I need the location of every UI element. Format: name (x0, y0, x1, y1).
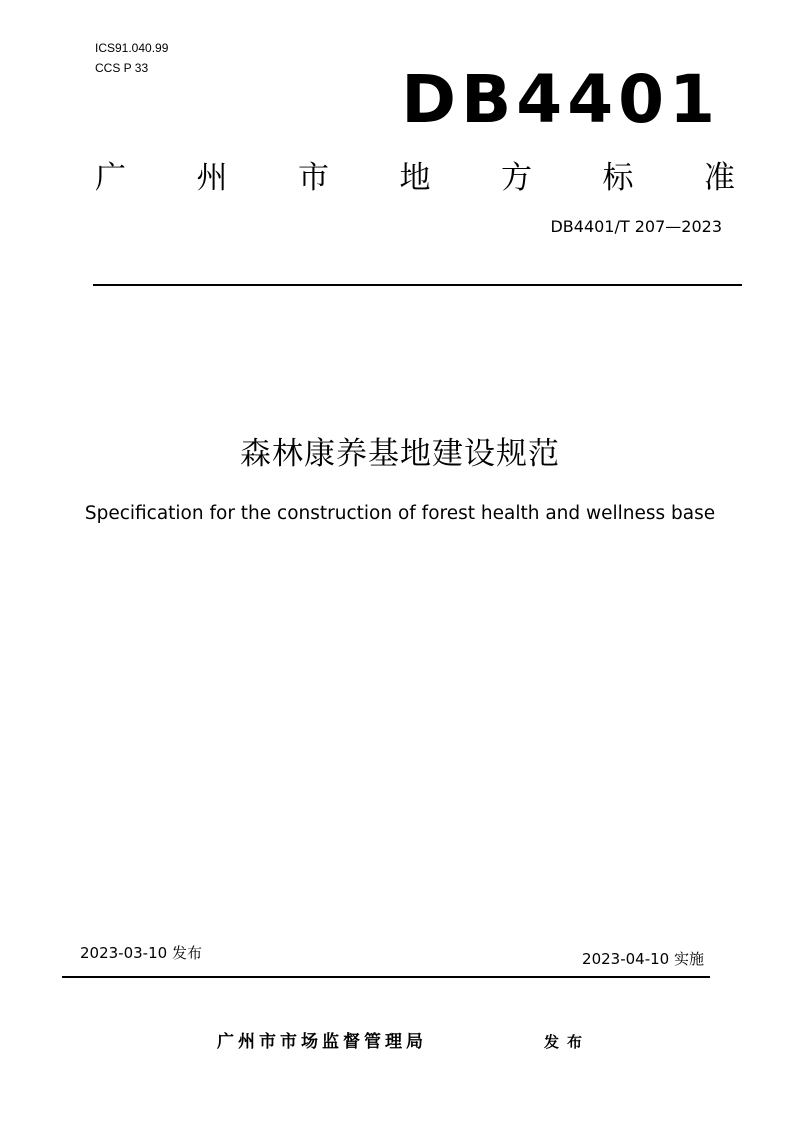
ccs-code: CCS P 33 (95, 61, 149, 75)
standard-type-char: 州 (196, 160, 228, 196)
title-chinese: 森林康养基地建设规范 (240, 436, 560, 472)
issuer-action: 发布 (544, 1033, 591, 1051)
standard-type (95, 158, 735, 198)
bottom-divider (62, 976, 710, 978)
ics-code: ICS91.040.99 (95, 41, 169, 55)
standard-type-char: 市 (298, 160, 329, 196)
top-divider (93, 284, 742, 286)
issue-date: 2023-03-10 发布 (80, 944, 202, 962)
implementation-date: 2023-04-10 实施 (582, 950, 704, 968)
issuer-name: 广州市市场监督管理局 (217, 1032, 427, 1052)
title-english: Specification for the construction of forest health and wellness base (84, 503, 716, 524)
standard-type-char: 方 (501, 160, 532, 196)
standard-number: DB4401/T 207—2023 (550, 217, 722, 236)
standard-type-char: 标 (602, 160, 634, 196)
standard-code: DB4401 (401, 61, 720, 138)
standard-type-char: 地 (399, 160, 431, 196)
standard-type-char: 准 (704, 160, 735, 196)
standard-type-char: 广 (95, 160, 126, 196)
